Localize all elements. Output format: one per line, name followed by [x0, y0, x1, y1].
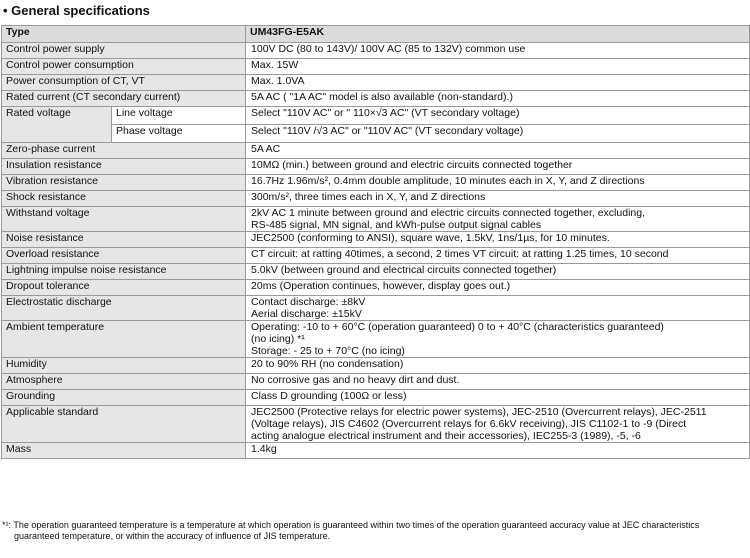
row-value: JEC2500 (conforming to ANSI), square wave, 1.5kV, 1ns/1µs, for 10 minutes. [246, 232, 750, 248]
model-number: UM43FG-E5AK [246, 26, 750, 43]
table-row [2, 280, 750, 296]
table-row [2, 75, 750, 91]
table-row-type [2, 26, 750, 43]
row-value: 5A AC [246, 143, 750, 159]
table-row [2, 191, 750, 207]
row-value: Max. 1.0VA [246, 75, 750, 91]
table-row [2, 406, 750, 443]
table-row [2, 390, 750, 406]
table-row [2, 374, 750, 390]
row-label: Grounding [2, 390, 246, 406]
table-row [2, 321, 750, 358]
general-specifications-table [1, 25, 750, 459]
value-line: JEC2500 (Protective relays for electric power systems), JEC-2510 (Overcurrent relays), JEC-2511 [251, 406, 707, 418]
row-value [246, 207, 750, 232]
table-row [2, 43, 750, 59]
table-row [2, 264, 750, 280]
row-value: Select "110V AC" or " 110×√3 AC" (VT secondary voltage) [246, 107, 750, 125]
row-label: Insulation resistance [2, 159, 246, 175]
row-value [246, 406, 750, 443]
table-row [2, 248, 750, 264]
table-row [2, 232, 750, 248]
table-row [2, 91, 750, 107]
table-row [2, 107, 750, 125]
section-title: • General specifications [3, 3, 150, 18]
row-value [246, 296, 750, 321]
value-line: Operating: -10 to + 60°C (operation guaranteed) 0 to + 40°C (characteristics guaranteed) [251, 321, 664, 333]
row-label: Electrostatic discharge [2, 296, 246, 321]
row-label: Applicable standard [2, 406, 246, 443]
table-row [2, 143, 750, 159]
value-line: (no icing) *¹ [251, 333, 305, 345]
row-label: Dropout tolerance [2, 280, 246, 296]
row-value: 5A AC ( "1A AC" model is also available (non-standard).) [246, 91, 750, 107]
row-value: 20 to 90% RH (no condensation) [246, 358, 750, 374]
row-value: Class D grounding (100Ω or less) [246, 390, 750, 406]
table-row [2, 159, 750, 175]
row-label: Withstand voltage [2, 207, 246, 232]
value-line: RS-485 signal, MN signal, and kWh-pulse output signal cables [251, 219, 542, 231]
row-label: Type [2, 26, 246, 43]
row-value: 300m/s², three times each in X, Y, and Z directions [246, 191, 750, 207]
table-row [2, 125, 750, 143]
table-row [2, 59, 750, 75]
row-label: Overload resistance [2, 248, 246, 264]
value-line: Aerial discharge: ±15kV [251, 308, 362, 320]
row-value: 16.7Hz 1.96m/s², 0.4mm double amplitude, 10 minutes each in X, Y, and Z directions [246, 175, 750, 191]
value-line: acting analogue electrical instrument and their accessories), IEC255-3 (1989), -5, -6 [251, 430, 641, 442]
row-value: 100V DC (80 to 143V)/ 100V AC (85 to 132V) common use [246, 43, 750, 59]
footnote [2, 520, 748, 542]
row-label: Control power supply [2, 43, 246, 59]
value-line: Contact discharge: ±8kV [251, 296, 366, 308]
row-value: CT circuit: at ratting 40times, a second, 2 times VT circuit: at ratting 1.25 times, 10 second [246, 248, 750, 264]
sub-row-label: Phase voltage [112, 125, 246, 143]
row-label: Rated voltage [2, 107, 112, 143]
table-row [2, 443, 750, 459]
table-row [2, 175, 750, 191]
row-label: Control power consumption [2, 59, 246, 75]
value-line: (Voltage relays), JIS C4602 (Overcurrent relays for 6.6kV receiving), JIS C1102-1 to -9 (Direct [251, 418, 687, 430]
table-row [2, 207, 750, 232]
row-value: 10MΩ (min.) between ground and electric circuits connected together [246, 159, 750, 175]
row-label: Vibration resistance [2, 175, 246, 191]
row-label: Shock resistance [2, 191, 246, 207]
row-value: No corrosive gas and no heavy dirt and dust. [246, 374, 750, 390]
row-label: Zero-phase current [2, 143, 246, 159]
row-label: Power consumption of CT, VT [2, 75, 246, 91]
footnote-line: guaranteed temperature, or within the accuracy of influence of JIS temperature. [14, 531, 331, 541]
row-label: Lightning impulse noise resistance [2, 264, 246, 280]
row-value: 20ms (Operation continues, however, display goes out.) [246, 280, 750, 296]
row-label: Humidity [2, 358, 246, 374]
table-row [2, 358, 750, 374]
value-line: Storage: - 25 to + 70°C (no icing) [251, 345, 405, 357]
row-value [246, 321, 750, 358]
row-value: Max. 15W [246, 59, 750, 75]
row-label: Atmosphere [2, 374, 246, 390]
row-value: Select "110V /√3 AC" or "110V AC" (VT secondary voltage) [246, 125, 750, 143]
footnote-line: *¹: The operation guaranteed temperature is a temperature at which operation is guaranteed within two times of the operation guaranteed accuracy value at JEC characteristics [2, 520, 700, 530]
row-label: Rated current (CT secondary current) [2, 91, 246, 107]
row-label: Mass [2, 443, 246, 459]
row-label: Ambient temperature [2, 321, 246, 358]
value-line: 2kV AC 1 minute between ground and electric circuits connected together, excluding, [251, 207, 646, 219]
table-row [2, 296, 750, 321]
row-value: 5.0kV (between ground and electrical circuits connected together) [246, 264, 750, 280]
row-value: 1.4kg [246, 443, 750, 459]
row-label: Noise resistance [2, 232, 246, 248]
sub-row-label: Line voltage [112, 107, 246, 125]
